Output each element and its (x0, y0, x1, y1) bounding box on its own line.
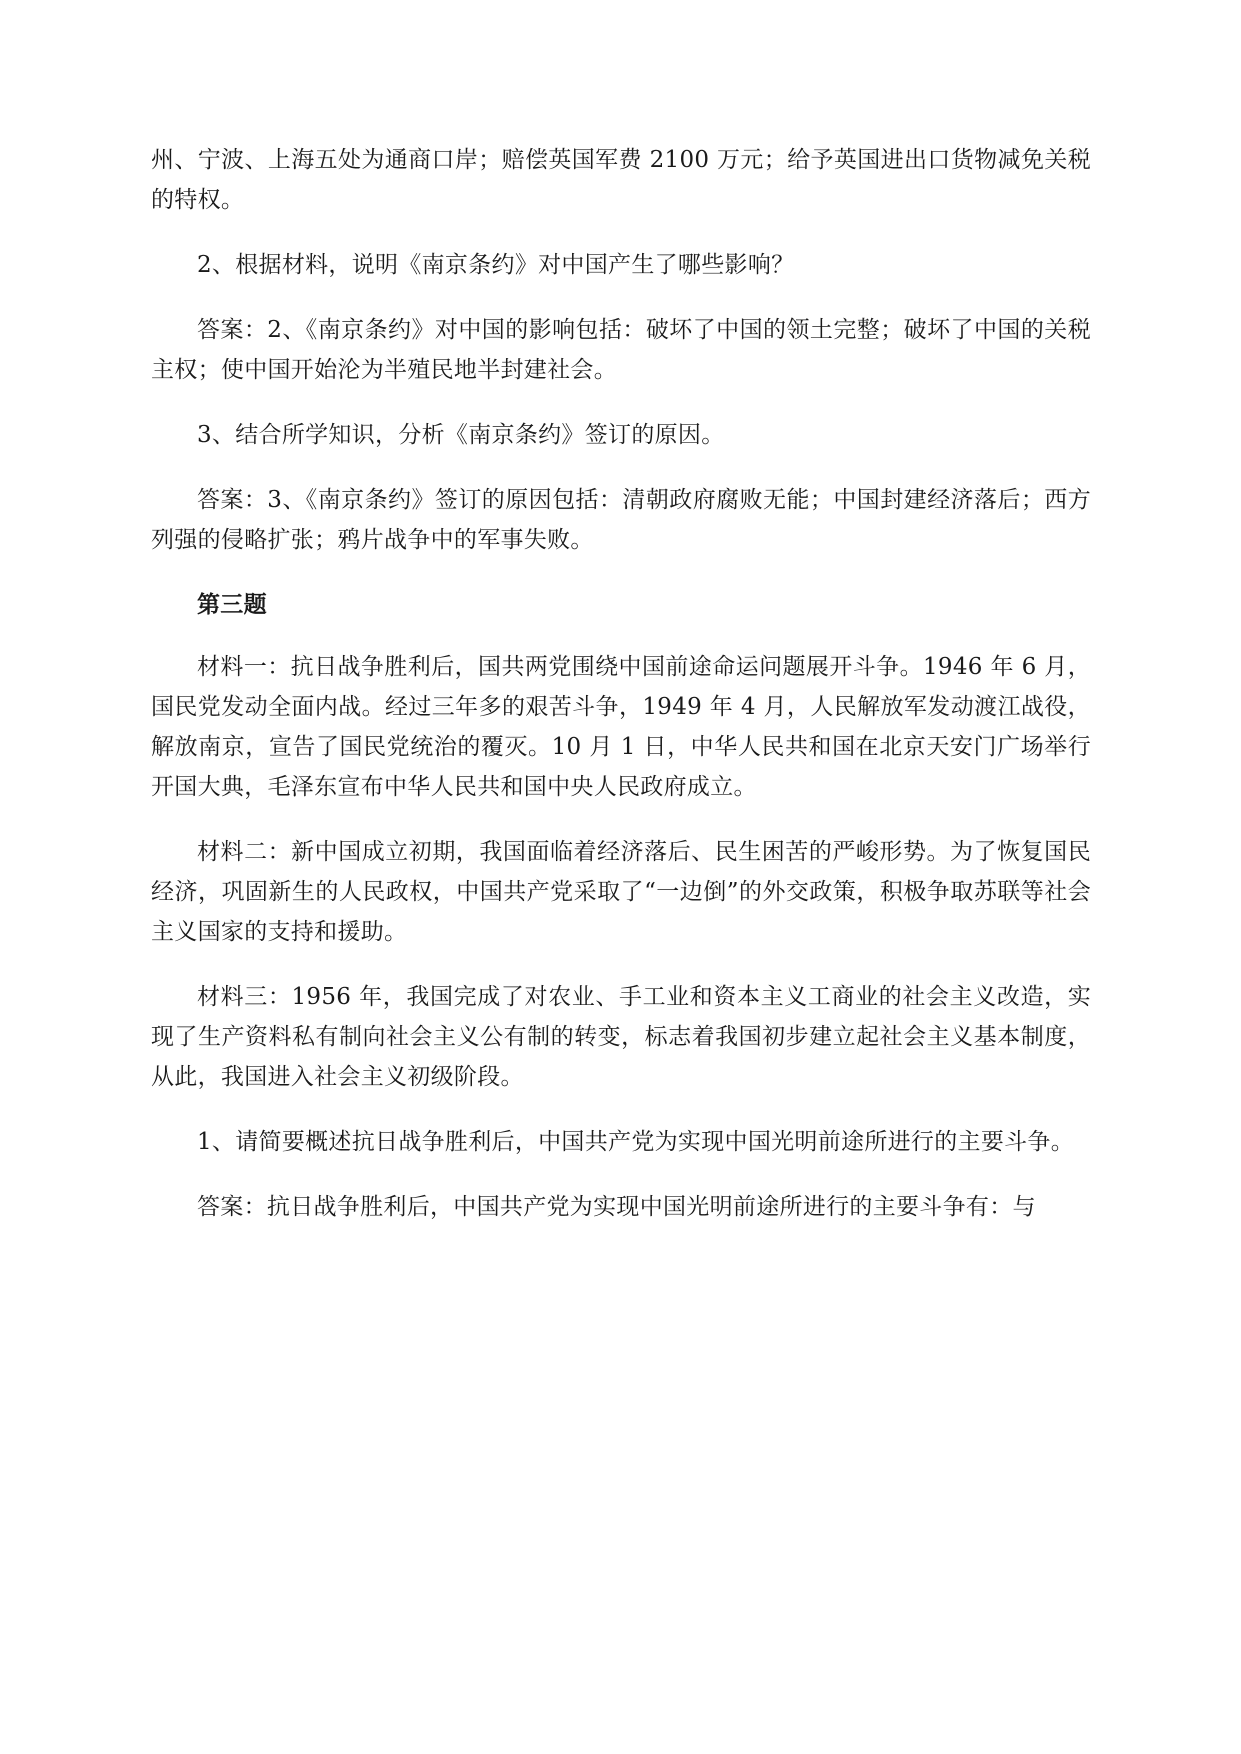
material-1: 材料一：抗日战争胜利后，国共两党围绕中国前途命运问题展开斗争。1946 年 6 月，国民党发动全面内战。经过三年多的艰苦斗争，1949 年 4 月，人民解放军发动渡江战役，解放南京，宣告了国民党统治的覆灭。10 月 1 日，中华人民共和国在北京天安门广场举行开国大典，毛泽东宣布中华人民共和国中央人民政府成立。 (151, 654, 1091, 800)
document-body (151, 140, 1091, 1252)
section-heading-third-question: 第三题 (197, 591, 267, 618)
answer-3: 答案：3、《南京条约》签订的原因包括：清朝政府腐败无能；中国封建经济落后；西方列强的侵略扩张；鸦片战争中的军事失败。 (151, 487, 1091, 553)
material-3: 材料三：1956 年，我国完成了对农业、手工业和资本主义工商业的社会主义改造，实现了生产资料私有制向社会主义公有制的转变，标志着我国初步建立起社会主义基本制度，从此，我国进入社会主义初级阶段。 (151, 984, 1091, 1090)
material-2: 材料二：新中国成立初期，我国面临着经济落后、民生困苦的严峻形势。为了恢复国民经济，巩固新生的人民政权，中国共产党采取了“一边倒”的外交政策，积极争取苏联等社会主义国家的支持和援助。 (151, 839, 1091, 945)
paragraph-continuation: 州、宁波、上海五处为通商口岸；赔偿英国军费 2100 万元；给予英国进出口货物减免关税的特权。 (151, 147, 1091, 213)
answer-2: 答案：2、《南京条约》对中国的影响包括：破坏了中国的领土完整；破坏了中国的关税主权；使中国开始沦为半殖民地半封建社会。 (151, 317, 1091, 383)
question-2: 2、根据材料，说明《南京条约》对中国产生了哪些影响？ (197, 252, 795, 278)
question-3: 3、结合所学知识，分析《南京条约》签订的原因。 (197, 422, 725, 448)
answer-1: 答案：抗日战争胜利后，中国共产党为实现中国光明前途所进行的主要斗争有：与 (197, 1194, 1036, 1220)
question-1: 1、请简要概述抗日战争胜利后，中国共产党为实现中国光明前途所进行的主要斗争。 (197, 1129, 1075, 1155)
